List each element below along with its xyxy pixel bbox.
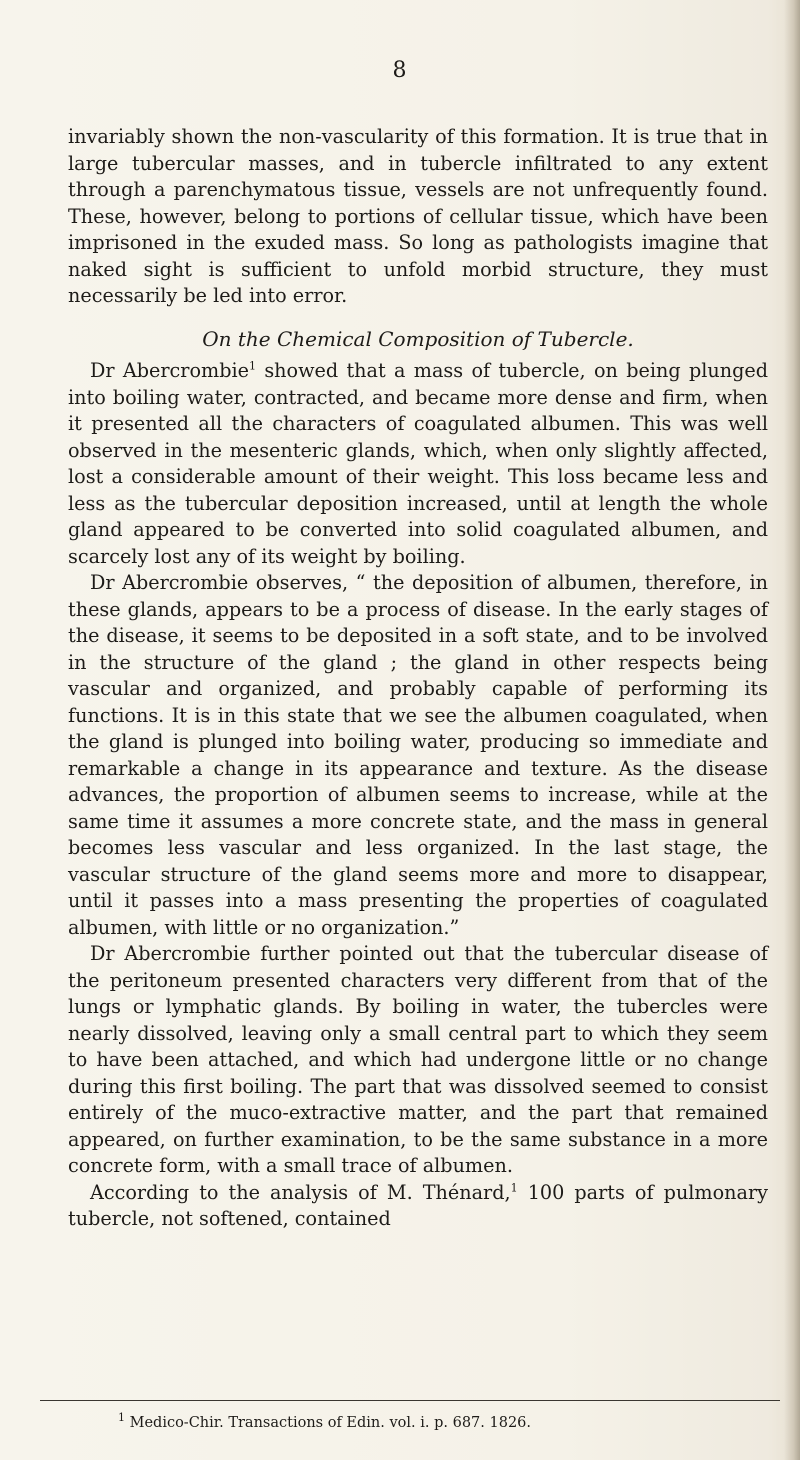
paragraph-4: Dr Abercrombie further pointed out that the tubercular disease of the peritoneum presented characters very different from that of the lungs or lymphatic glands. By boiling in water, the tubercles were nearly dissolved, leaving only a small central part to which they seem to have been attached, and which had undergone little or no change during this first boiling. The part that was dissolved seemed to consist entirely of the muco-extractive matter, and the part that remained appeared, on further examination, to be the same substance in a more concrete form, with a small trace of albumen. xyxy=(68,942,768,1177)
paragraph-2 xyxy=(68,358,768,570)
footnote-text: Medico-Chir. Transactions of Edin. vol. i. p. 687. 1826. xyxy=(129,1415,532,1431)
footnote-divider xyxy=(40,1400,780,1401)
page-number: 8 xyxy=(392,58,408,83)
paragraph-1: invariably shown the non-vascularity of this formation. It is true that in large tubercular masses, and in tubercle infiltrated to any extent through a parenchymatous tissue, vessels are not unfrequently found. These, however, belong to portions of cellular tissue, which have been imprisoned in the exuded mass. So long as pathologists imagine that naked sight is sufficient to unfold morbid structure, they must necessarily be led into error. xyxy=(68,125,768,307)
paragraph-2-rest: showed that a mass of tubercle, on being plunged into boiling water, contracted, and became more dense and firm, when it presented all the characters of coagulated albumen. This was well observed in the mesenteric glands, which, when only slightly affected, lost a considerable amount of their weight. This loss became less and less as the tubercular deposition increased, until at length the whole gland appeared to be converted into solid coagulated albumen, and scarcely lost any of its weight by boiling. xyxy=(68,359,768,568)
section-heading: On the Chemical Composition of Tubercle. xyxy=(202,326,634,351)
footnote-reference: 1 xyxy=(510,1181,518,1195)
footnote xyxy=(118,1411,758,1432)
paragraph-2-start: Dr Abercrombie xyxy=(90,359,249,382)
paragraph-5 xyxy=(68,1180,768,1233)
body-text xyxy=(68,124,768,1233)
paragraph-3: Dr Abercrombie observes, “ the deposition of albumen, therefore, in these glands, appears to be a process of disease. In the early stages of the disease, it seems to be deposited in a soft state, and to be involved in the structure of the gland ; the gland in other respects being vascular and organized, and probably capable of performing its functions. It is in this state that we see the albumen coagulated, when the gland is plunged into boiling water, producing so immediate and remarkable a change in its appearance and texture. As the disease advances, the proportion of albumen seems to increase, while at the same time it assumes a more concrete state, and the mass in general becomes less vascular and less organized. In the last stage, the vascular structure of the gland seems more and more to disappear, until it passes into a mass presenting the properties of coagulated albumen, with little or no organization.” xyxy=(68,571,768,939)
footnote-marker: 1 xyxy=(118,1411,125,1425)
paragraph-5-rest: 100 parts of pulmonary tubercle, not softened, contained xyxy=(68,1180,768,1230)
page-edge-shadow xyxy=(784,0,800,1460)
footnote-reference: 1 xyxy=(249,359,256,373)
paragraph-5-start: According to the analysis of M. Thénard, xyxy=(90,1180,511,1204)
